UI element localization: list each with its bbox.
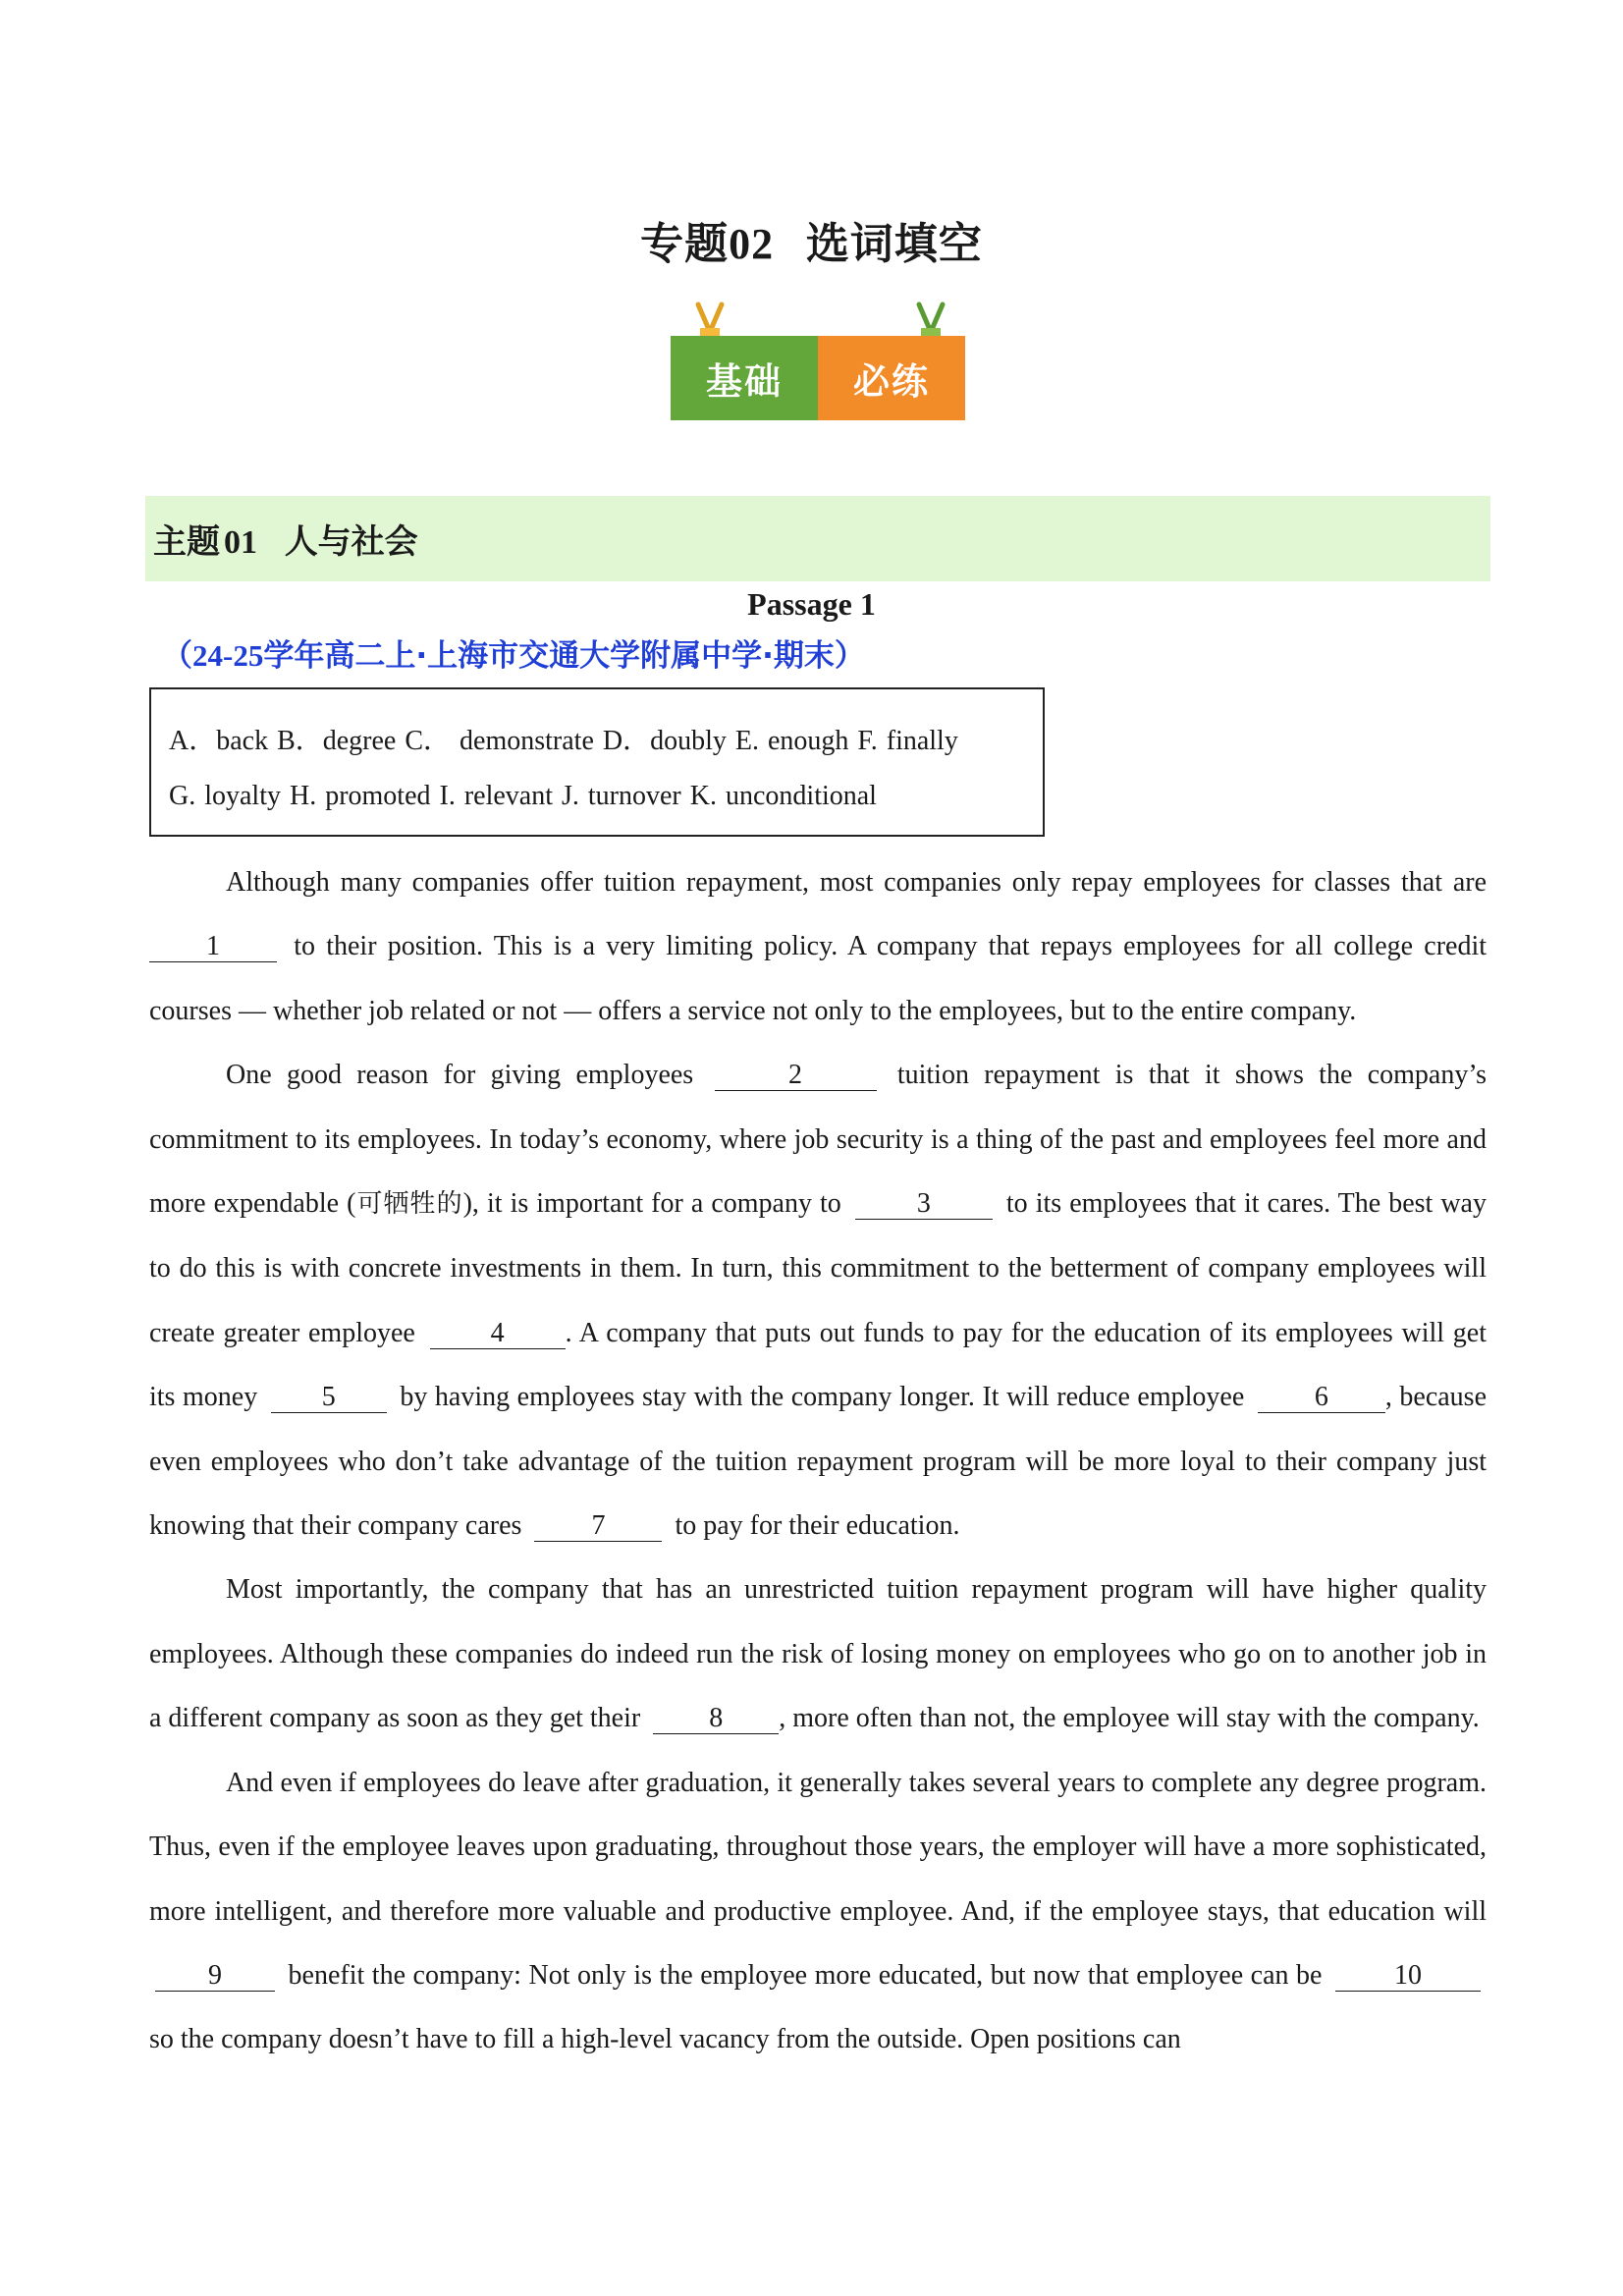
word-bank-row-1: A．back B．degree C． demonstrate D．doubly E. enough F. finally [169, 726, 958, 756]
blank-1[interactable]: 1 [149, 932, 277, 962]
word-bank-row-2: G. loyalty H. promoted I. relevant J. turnover K. unconditional [169, 781, 877, 811]
passage-body [149, 850, 1487, 2072]
document-title: 专题02 选词填空 [640, 219, 983, 269]
blank-2[interactable]: 2 [715, 1061, 877, 1091]
paragraph-4: And even if employees do leave after graduation, it generally takes several years to complete any degree program. Thus, even if the employee leaves upon graduating, throughout those years, the employer will have a more sophisticated, more intelligent, and therefore more valuable and productive employee. And, if the employee stays, that education will 9 benefit the company: Not only is the employee more educated, but now that employee can be 10 so the company doesn’t have to fill a high-level vacancy from the outside. Open positions can [149, 1767, 1487, 2055]
source-citation: （24-25学年高二上·上海市交通大学附属中学·期末） [162, 638, 865, 674]
blank-10[interactable]: 10 [1335, 1961, 1481, 1992]
badge-label-basic: 基础 [671, 336, 818, 420]
badge-label-practice: 必练 [818, 336, 965, 420]
paragraph-2: One good reason for giving employees 2 tuition repayment is that it shows the company’s commitment to its employees. In today’s economy, where job security is a thing of the past and employees feel more and more expendable (可牺牲的), it is important for a company to 3 to its employees that it cares. The best way to do this is with concrete investments in them. In turn, this commitment to the betterment of company employees will create greater employee 4 . A company that puts out funds to pay for the education of its employees will get its money 5 by having employees stay with the company longer. It will reduce employee 6 , because even employees who don’t take advantage of the tuition repayment program will be more loyal to their company just knowing that their company cares 7 to pay for their education. [149, 1060, 1488, 1542]
blank-9[interactable]: 9 [155, 1961, 275, 1992]
blank-6[interactable]: 6 [1258, 1383, 1385, 1413]
section-badge [671, 301, 965, 428]
paragraph-1: Although many companies offer tuition repayment, most companies only repay employees for classes that are 1 to their position. This is a very limiting policy. A company that repays employees for all college credit courses — whether job related or not — offers a service not only to the employees, but to the entire company. [149, 867, 1488, 1026]
blank-8[interactable]: 8 [653, 1704, 779, 1734]
word-bank [149, 687, 1045, 837]
blank-5[interactable]: 5 [271, 1383, 387, 1413]
theme-heading: 主题 01 人与社会 [145, 496, 1490, 581]
blank-4[interactable]: 4 [430, 1319, 566, 1349]
passage-title: Passage 1 [747, 586, 876, 622]
blank-3[interactable]: 3 [855, 1189, 993, 1220]
blank-7[interactable]: 7 [534, 1511, 662, 1542]
paragraph-3: Most importantly, the company that has an unrestricted tuition repayment program will have higher quality employees. Although these companies do indeed run the risk of losing money on employees who go on to another job in a different company as soon as they get their 8 , more often than not, the employee will stay with the company. [149, 1574, 1487, 1734]
